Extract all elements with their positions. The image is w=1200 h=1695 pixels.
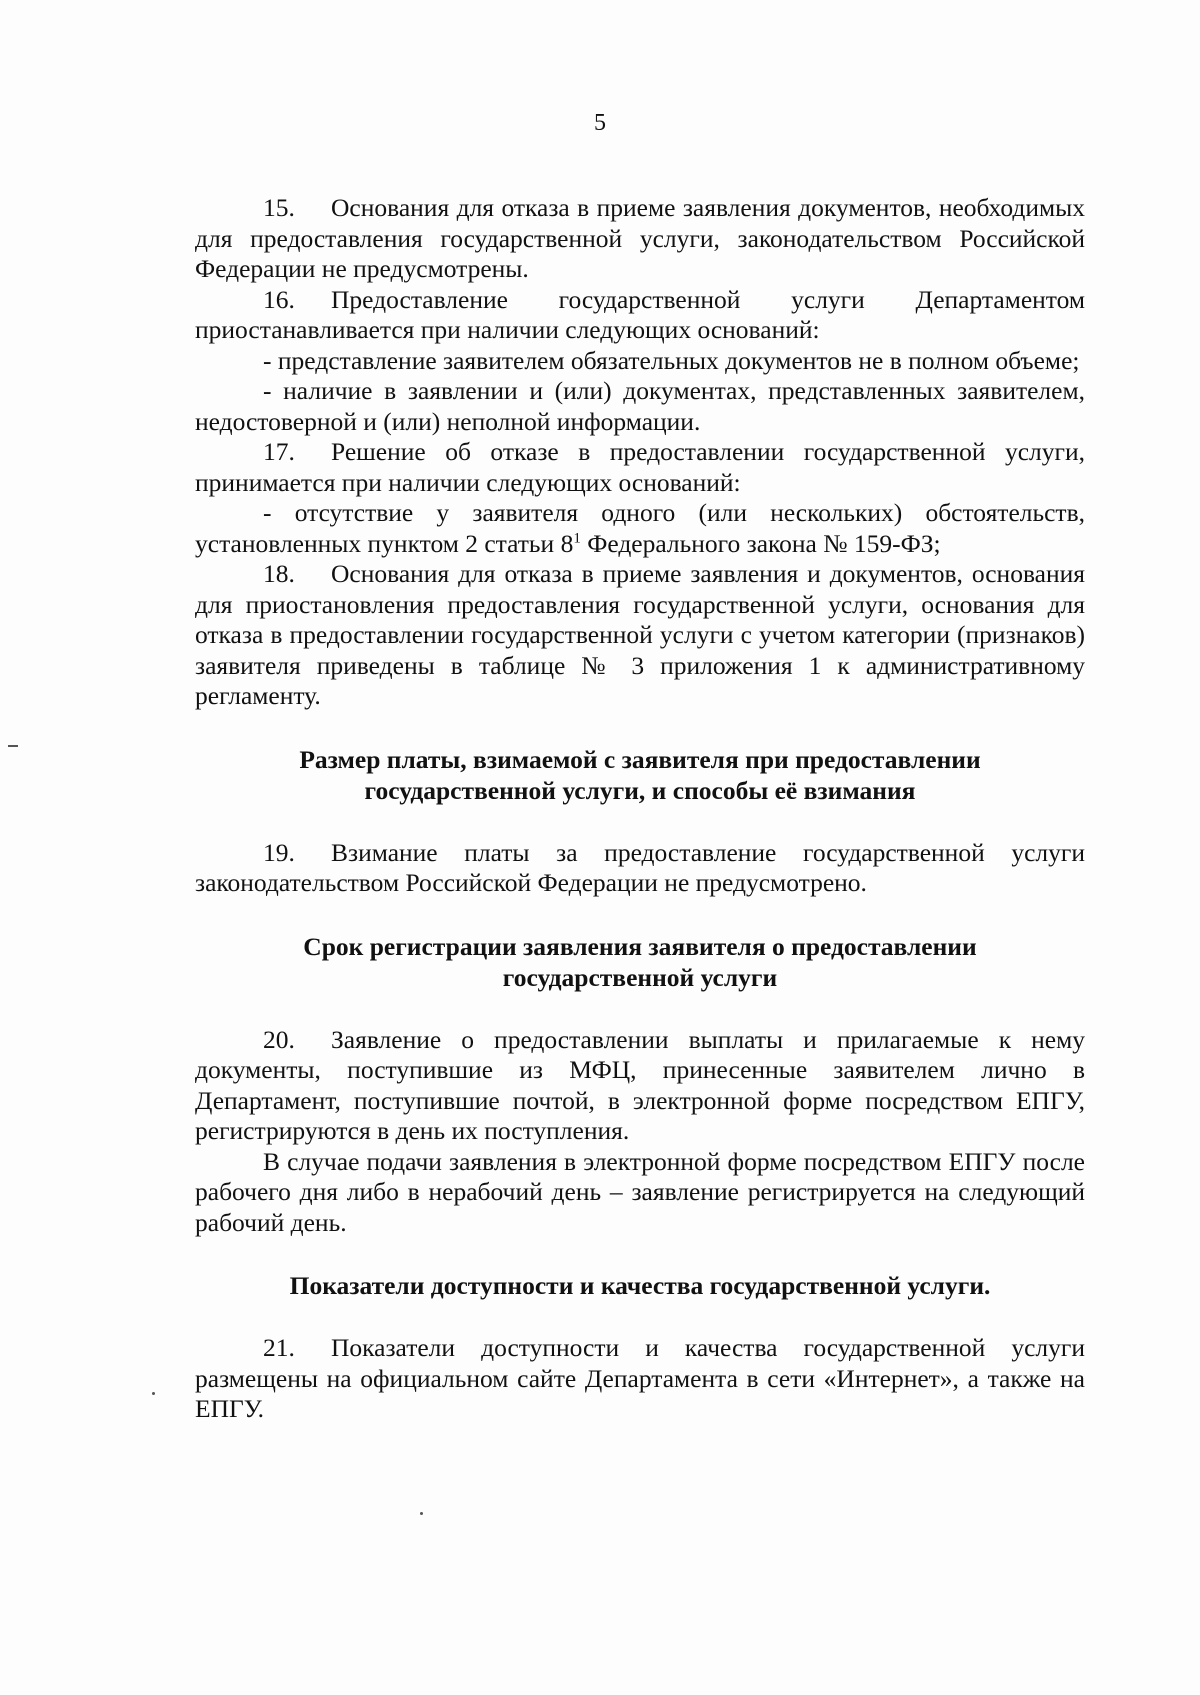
paragraph-number: 17. bbox=[263, 437, 295, 466]
list-item-unreliable-info bbox=[195, 376, 1085, 437]
list-item-absence-of-circumstances bbox=[195, 498, 1085, 559]
list-item-text: - отсутствие у заявителя одного (или нескольких) обстоятельств, установленных пунктом 2 статьи 8 bbox=[195, 498, 1085, 558]
list-item-incomplete-documents bbox=[195, 346, 1085, 377]
paragraph-text: Показатели доступности и качества государственной услуги размещены на официальном сайте Департамента в сети «Интернет», а также на ЕПГУ. bbox=[195, 1333, 1085, 1423]
paragraph-19 bbox=[195, 838, 1085, 899]
paragraph-20-continuation: В случае подачи заявления в электронной форме посредством ЕПГУ после рабочего дня либо в нерабочий день – заявление регистрируется на следующий рабочий день. bbox=[195, 1146, 1085, 1237]
section-heading-registration bbox=[195, 931, 1085, 993]
paragraph-21 bbox=[195, 1333, 1085, 1425]
paragraph-number: 20. bbox=[263, 1024, 295, 1054]
section-heading-fee bbox=[195, 744, 1085, 806]
list-item-text: - наличие в заявлении и (или) документах, представленных заявителем, недостоверной и (или) неполной информации. bbox=[195, 376, 1085, 436]
heading-line: Срок регистрации заявления заявителя о предоставлении bbox=[303, 931, 977, 961]
heading-line: Размер платы, взимаемой с заявителя при предоставлении bbox=[299, 744, 981, 774]
document-body bbox=[195, 193, 1085, 1425]
paragraph-15 bbox=[195, 193, 1085, 285]
paragraph-text: Взимание платы за предоставление государственной услуги законодательством Российской Федерации не предусмотрено. bbox=[195, 837, 1085, 897]
list-item-text: - представление заявителем обязательных документов не в полном объеме; bbox=[263, 345, 1080, 375]
scan-speck bbox=[8, 745, 18, 747]
paragraph-number: 16. bbox=[263, 284, 295, 314]
section-heading-indicators: Показатели доступности и качества государственной услуги. bbox=[289, 1271, 991, 1300]
paragraph-20 bbox=[195, 1025, 1085, 1147]
list-item-text-end: Федерального закона № 159-ФЗ; bbox=[580, 528, 941, 558]
heading-line: государственной услуги bbox=[502, 962, 778, 992]
paragraph-number: 15. bbox=[263, 193, 295, 222]
paragraph-text: Заявление о предоставлении выплаты и прилагаемые к нему документы, поступившие из МФЦ, принесенные заявителем лично в Департамент, поступившие почтой, в электронной форме посредством ЕПГУ, регистрируются в день их поступления. bbox=[195, 1024, 1085, 1145]
paragraph-number: 18. bbox=[263, 559, 295, 588]
paragraph-17 bbox=[195, 437, 1085, 498]
superscript: 1 bbox=[573, 530, 581, 546]
paragraph-number: 21. bbox=[263, 1333, 295, 1362]
paragraph-number: 19. bbox=[263, 837, 295, 867]
page-number: 5 bbox=[594, 110, 606, 136]
scan-speck bbox=[420, 1512, 423, 1515]
paragraph-text: Решение об отказе в предоставлении государственной услуги, принимается при наличии следующих оснований: bbox=[195, 437, 1085, 497]
scan-speck bbox=[152, 1392, 155, 1395]
paragraph-18 bbox=[195, 559, 1085, 712]
paragraph-text: Основания для отказа в приеме заявления документов, необходимых для предоставления государственной услуги, законодательством Российской Федерации не предусмотрены. bbox=[195, 193, 1085, 283]
paragraph-text: Предоставление государственной услуги Департаментом приостанавливается при наличии следующих оснований: bbox=[195, 284, 1085, 344]
paragraph-text: Основания для отказа в приеме заявления и документов, основания для приостановления предоставления государственной услуги, основания для отказа в предоставлении государственной услуги с учетом категории (признаков) заявителя приведены в таблице № 3 приложения 1 к административному регламенту. bbox=[195, 559, 1085, 710]
heading-line: государственной услуги, и способы её взимания bbox=[364, 775, 916, 805]
paragraph-16 bbox=[195, 285, 1085, 346]
